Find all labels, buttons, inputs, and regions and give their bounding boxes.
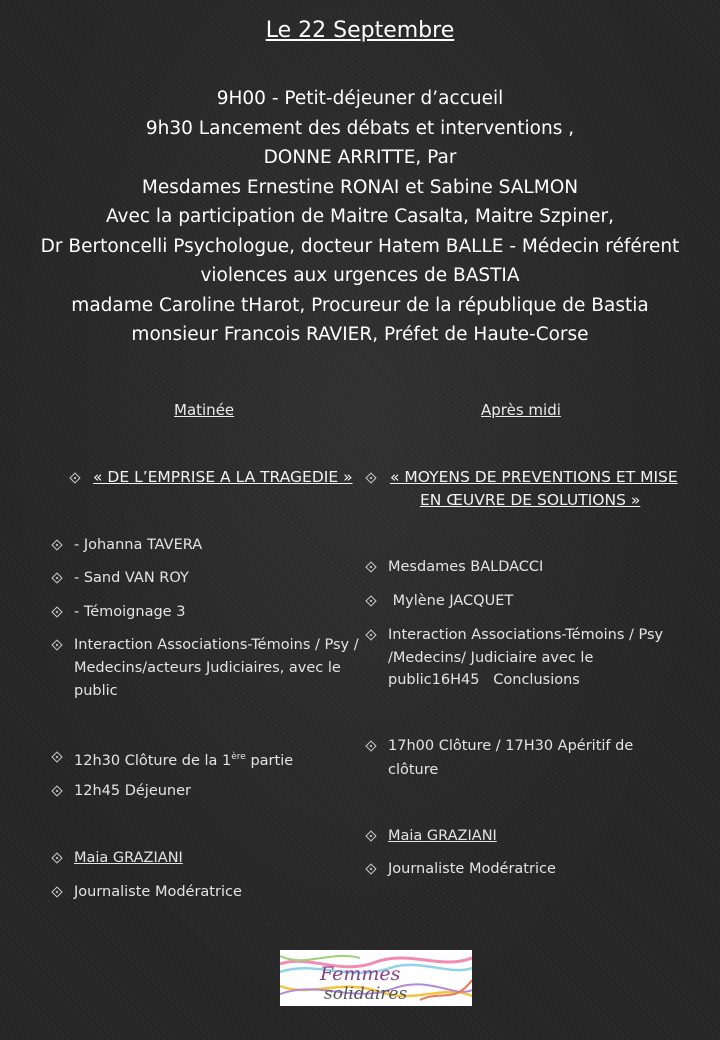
diamond-bullet-icon — [365, 863, 376, 874]
diamond-bullet-icon — [365, 629, 376, 640]
intro-line: Mesdames Ernestine RONAI et Sabine SALMON — [141, 176, 579, 198]
femmes-solidaires-logo — [280, 950, 472, 1006]
afternoon-interaction-line: Interaction Associations-Témoins / Psy — [388, 627, 664, 643]
morning-closing-sup: ère — [231, 752, 246, 762]
intro-line: DONNE ARRITTE, Par — [263, 147, 457, 168]
morning-moderator-role: Journaliste Modératrice — [74, 884, 242, 900]
diamond-bullet-icon — [51, 606, 62, 617]
diamond-bullet-icon — [51, 852, 62, 863]
morning-speaker: - Johanna TAVERA — [74, 537, 203, 553]
afternoon-speaker: Mesdames BALDACCI — [388, 559, 544, 575]
intro-line: monsieur Francois RAVIER, Préfet de Haute-Corse — [131, 324, 589, 345]
afternoon-moderator-role: Journaliste Modératrice — [388, 861, 556, 877]
morning-interaction-line: Medecins/acteurs Judiciaires, avec le — [74, 660, 341, 676]
afternoon-heading: Après midi — [481, 401, 561, 419]
intro-line: violences aux urgences de BASTIA — [200, 265, 520, 286]
intro-line: Avec la participation de Maitre Casalta, Maitre Szpiner, — [105, 206, 615, 227]
diamond-bullet-icon — [51, 572, 62, 583]
afternoon-closing-line: clôture — [388, 762, 439, 778]
diamond-bullet-icon — [51, 886, 62, 897]
logo-word1: Femmes — [320, 963, 401, 985]
afternoon-section-line: EN ŒUVRE DE SOLUTIONS » — [420, 491, 641, 509]
morning-lunch: 12h45 Déjeuner — [74, 783, 191, 799]
morning-interaction-line: public — [74, 683, 118, 699]
afternoon-interaction-line: /Medecins/ Judiciaire avec le — [388, 650, 594, 666]
intro-block — [0, 84, 720, 350]
morning-heading: Matinée — [174, 401, 235, 419]
diamond-bullet-icon — [51, 639, 62, 650]
afternoon-closing-line: 17h00 Clôture / 17H30 Apéritif de — [388, 738, 634, 754]
afternoon-section-title — [390, 466, 678, 489]
diamond-bullet-icon — [365, 740, 376, 751]
intro-line: 9h30 Lancement des débats et interventions , — [145, 117, 575, 139]
intro-line: Dr Bertoncelli Psychologue, docteur Hatem BALLE - Médecin référent — [40, 235, 680, 257]
afternoon-speaker: Mylène JACQUET — [388, 593, 514, 609]
diamond-bullet-icon — [365, 472, 376, 483]
diamond-bullet-icon — [365, 561, 376, 572]
morning-section-title — [93, 466, 353, 489]
morning-closing-text: 12h30 Clôture de la 1 — [74, 752, 232, 769]
afternoon-section-title-cont — [420, 489, 640, 512]
diamond-bullet-icon — [365, 830, 376, 841]
morning-section-text: « DE L’EMPRISE A LA TRAGEDIE » — [93, 468, 353, 486]
diamond-bullet-icon — [51, 539, 62, 550]
diamond-bullet-icon — [51, 751, 62, 762]
logo-ribbons-icon — [280, 950, 472, 1006]
morning-interaction-line: Interaction Associations-Témoins / Psy / — [74, 637, 359, 653]
diamond-bullet-icon — [69, 472, 80, 483]
diamond-bullet-icon — [365, 595, 376, 606]
intro-line: madame Caroline tHarot, Procureur de la république de Bastia — [71, 294, 649, 316]
morning-moderator-name: Maia GRAZIANI — [74, 850, 183, 866]
afternoon-interaction-line: public16H45 Conclusions — [388, 672, 580, 688]
diamond-bullet-icon — [51, 785, 62, 796]
morning-speaker: - Témoignage 3 — [74, 604, 186, 620]
morning-speaker: - Sand VAN ROY — [74, 570, 189, 586]
page-title: Le 22 Septembre — [265, 18, 455, 43]
afternoon-section-line: « MOYENS DE PREVENTIONS ET MISE — [390, 468, 678, 486]
intro-line: 9H00 - Petit-déjeuner d’accueil — [216, 88, 504, 109]
morning-closing-suffix: partie — [245, 752, 294, 769]
afternoon-moderator-name: Maia GRAZIANI — [388, 828, 497, 844]
morning-closing — [74, 746, 293, 772]
logo-word2: solidaires — [324, 984, 408, 1004]
